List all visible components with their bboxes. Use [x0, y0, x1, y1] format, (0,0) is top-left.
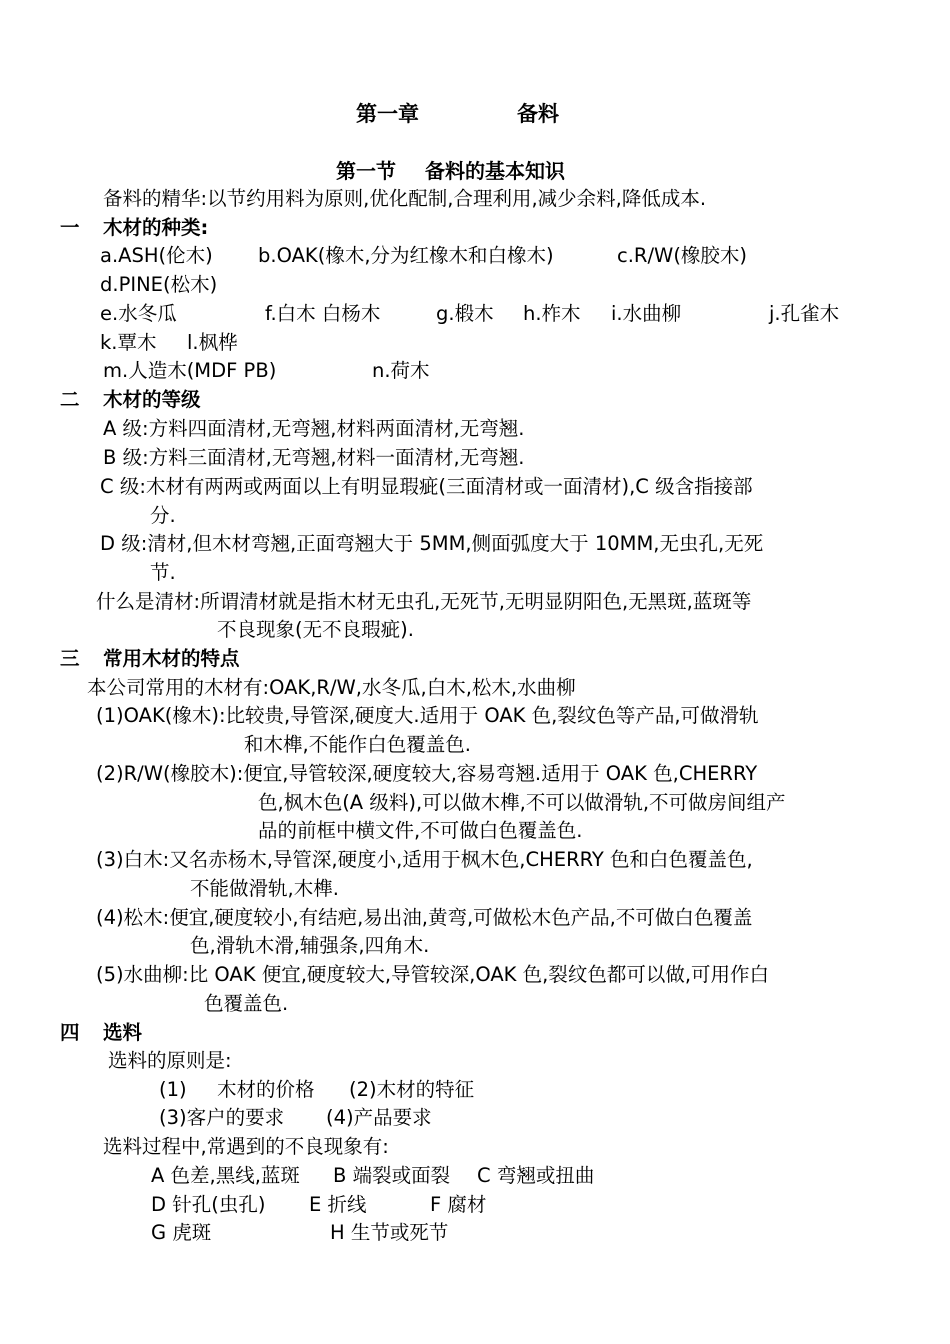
defect-item: F 腐材 [430, 1193, 487, 1216]
wood-type-item: h.柞木 [523, 302, 581, 325]
principle-item: (1) [159, 1078, 187, 1101]
wood-type-item: g.椴木 [436, 302, 494, 325]
principle-item: (2)木材的特征 [349, 1078, 475, 1101]
chapter-number: 第一章 [356, 102, 419, 126]
clear-wood-def-cont: 不良现象(无不良瑕疵). [217, 618, 414, 641]
s4-number: 四 [60, 1021, 80, 1044]
principle-item: (3)客户的要求 [159, 1106, 285, 1129]
defect-item: D 针孔(虫孔) [151, 1193, 266, 1216]
wood-feature-rw-cont: 品的前框中横文件,不可做白色覆盖色. [258, 819, 583, 842]
grade-d: D 级:清材,但木材弯翘,正面弯翘大于 5MM,侧面弧度大于 10MM,无虫孔,无死 [100, 532, 764, 555]
wood-type-item: e.水冬瓜 [100, 302, 177, 325]
s3-title: 常用木材的特点 [103, 647, 240, 670]
wood-type-item: i.水曲柳 [611, 302, 682, 325]
grade-d-cont: 节. [150, 561, 176, 584]
wood-feature-ash: (5)水曲柳:比 OAK 便宜,硬度较大,导管较深,OAK 色,裂纹色都可以做,可用作白 [96, 963, 770, 986]
s2-number: 二 [60, 388, 80, 411]
wood-type-item: c.R/W(橡胶木) [617, 244, 748, 267]
chapter-title: 备料 [517, 102, 559, 126]
intro-text: 备料的精华:以节约用料为原则,优化配制,合理利用,减少余料,降低成本. [103, 187, 707, 210]
section-number: 第一节 [336, 159, 396, 183]
wood-feature-oak-cont: 和木榫,不能作白色覆盖色. [244, 733, 471, 756]
grade-a: A 级:方料四面清材,无弯翘,材料两面清材,无弯翘. [103, 417, 525, 440]
wood-type-item: m.人造木(MDF PB) [103, 359, 277, 382]
grade-c: C 级:木材有两两或两面以上有明显瑕疵(三面清材或一面清材),C 级含指接部 [100, 475, 753, 498]
defects-intro: 选料过程中,常遇到的不良现象有: [103, 1135, 389, 1158]
wood-feature-oak: (1)OAK(橡木):比较贵,导管深,硬度大.适用于 OAK 色,裂纹色等产品,可做滑轨 [96, 704, 759, 727]
wood-type-item: d.PINE(松木) [100, 273, 218, 296]
wood-type-item: b.OAK(橡木,分为红橡木和白橡木) [258, 244, 554, 267]
clear-wood-def: 什么是清材:所谓清材就是指木材无虫孔,无死节,无明显阴阳色,无黑斑,蓝斑等 [96, 590, 752, 613]
defect-item: C 弯翘或扭曲 [477, 1164, 595, 1187]
wood-type-item: n.荷木 [372, 359, 430, 382]
wood-type-item: f.白木 白杨木 [265, 302, 381, 325]
selection-principle: 选料的原则是: [108, 1049, 232, 1072]
s1-title: 木材的种类: [103, 216, 209, 239]
wood-type-item: l.枫桦 [187, 331, 238, 354]
section-title: 备料的基本知识 [425, 159, 565, 183]
wood-type-item: a.ASH(伦木) [100, 244, 213, 267]
s3-number: 三 [60, 647, 80, 670]
wood-feature-ash-cont: 色覆盖色. [204, 992, 289, 1015]
wood-type-item: k.覃木 [100, 331, 157, 354]
principle-item: (4)产品要求 [326, 1106, 432, 1129]
wood-feature-rw-cont: 色,枫木色(A 级料),可以做木榫,不可以做滑轨,不可做房间组产 [258, 791, 786, 814]
s4-title: 选料 [103, 1021, 143, 1044]
s2-title: 木材的等级 [103, 388, 201, 411]
grade-b: B 级:方料三面清材,无弯翘,材料一面清材,无弯翘. [103, 446, 525, 469]
wood-type-item: j.孔雀木 [769, 302, 840, 325]
wood-feature-alder-cont: 不能做滑轨,木榫. [190, 877, 339, 900]
defect-item: G 虎斑 [151, 1221, 212, 1244]
wood-feature-alder: (3)白木:又名赤杨木,导管深,硬度小,适用于枫木色,CHERRY 色和白色覆盖色, [96, 848, 753, 871]
defect-item: H 生节或死节 [330, 1221, 449, 1244]
principle-item: 木材的价格 [217, 1078, 315, 1101]
wood-feature-pine: (4)松木:便宜,硬度较小,有结疤,易出油,黄弯,可做松木色产品,不可做白色覆盖 [96, 906, 753, 929]
s3-intro: 本公司常用的木材有:OAK,R/W,水冬瓜,白木,松木,水曲柳 [87, 676, 576, 699]
defect-item: B 端裂或面裂 [333, 1164, 451, 1187]
defect-item: E 折线 [309, 1193, 367, 1216]
defect-item: A 色差,黑线,蓝斑 [151, 1164, 300, 1187]
wood-feature-pine-cont: 色,滑轨木滑,辅强条,四角木. [190, 934, 430, 957]
wood-feature-rw: (2)R/W(橡胶木):便宜,导管较深,硬度较大,容易弯翘.适用于 OAK 色,CHERRY [96, 762, 758, 785]
grade-c-cont: 分. [150, 504, 176, 527]
s1-number: 一 [60, 216, 80, 239]
